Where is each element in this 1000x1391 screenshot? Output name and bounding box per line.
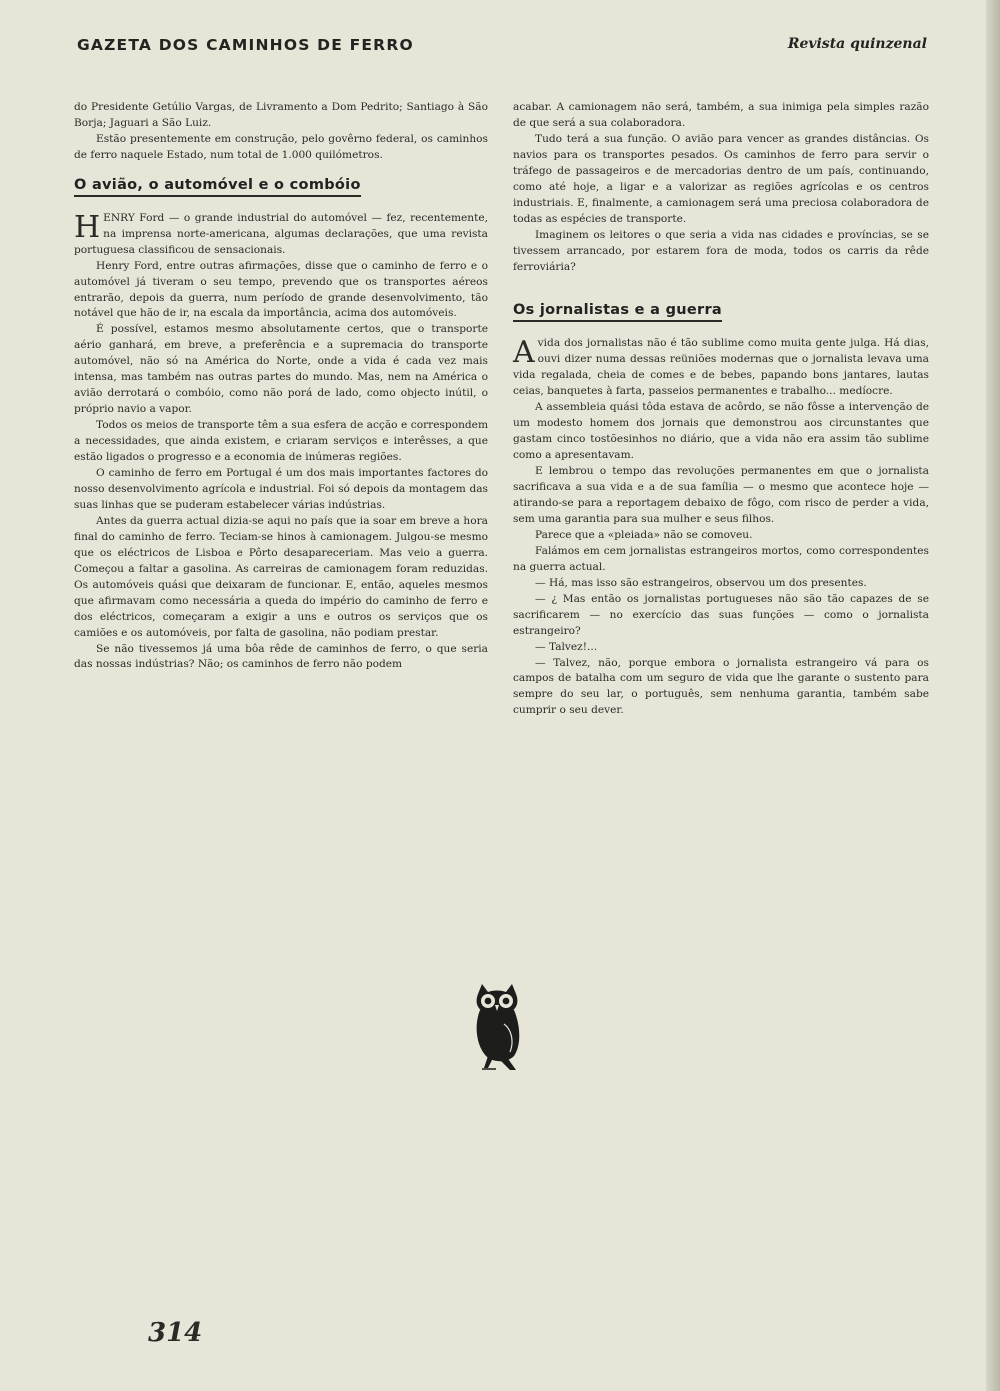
page-number: 314 bbox=[148, 1318, 203, 1348]
intro-paragraph: Tudo terá a sua função. O avião para vencer as grandes distâncias. Os navios para os transportes pesados. Os caminhos de ferro para servir o tráfego de passageiros e de mercadorias dentro de um país, continuando, como até hoje, a ligar e a valorizar as regiões agrícolas e os centros industriais. E, finalmente, a camionagem será uma preciosa colaboradora de todas as espécies de transporte. bbox=[513, 132, 929, 225]
section-title-aviao: O avião, o automóvel e o combóio bbox=[74, 178, 361, 197]
body-paragraph: Antes da guerra actual dizia-se aqui no país que ia soar em breve a hora final do caminho de ferro. Teciam-se hinos à camionagem. Julgou-se mesmo que os eléctricos de Lisboa e Pôrto desapareceriam. Mas veio a guerra. Começou a faltar a gasolina. As carreiras de camionagem foram reduzidas. Os automóveis quási que deixaram de funcionar. E, então, aqueles mesmos que afirmavam como necessária a queda do império do caminho de ferro e dos eléctricos, começaram a exigir a uns e outros os serviços que os camiões e os automóveis, por falta de gasolina, não podiam prestar. bbox=[74, 514, 488, 639]
intro-paragraph: Estão presentemente em construção, pelo govêrno federal, os caminhos de ferro naquele Estado, num total de 1.000 quilómetros. bbox=[74, 132, 488, 161]
page-edge-shadow bbox=[986, 0, 1000, 1391]
page-header bbox=[77, 36, 927, 60]
owl-icon bbox=[466, 980, 528, 1072]
body-paragraph: Henry Ford, entre outras afirmações, disse que o caminho de ferro e o automóvel já tiveram o seu tempo, prevendo que os transportes aéreos entrarão, depois da guerra, num período de grande desenvolvimento, tão notável que hão de ir, na escala da importância, acima dos automóveis. bbox=[74, 259, 488, 320]
body-paragraph: É possível, estamos mesmo absolutamente certos, que o transporte aério ganhará, em breve, a preferência e a supremacia do transporte automóvel, não só na América do Norte, onde a vida é cada vez mais intensa, mas também nas outras partes do mundo. Mas, nem na América o avião derrotará o combóio, como não porá de lado, como objecto inútil, o próprio navio a vapor. bbox=[74, 323, 488, 416]
right-column bbox=[513, 100, 929, 719]
dialogue-line: — ¿ Mas então os jornalistas portugueses não são tão capazes de se sacrificarem — no exercício das suas funções — como o jornalista estrangeiro? bbox=[513, 592, 929, 637]
dropcap: H bbox=[74, 209, 101, 245]
body-paragraph: Se não tivessemos já uma bôa rêde de caminhos de ferro, o que seria das nossas indústrias? Não; os caminhos de ferro não podem bbox=[74, 642, 488, 671]
dialogue-line: — Talvez!... bbox=[535, 640, 598, 653]
publication-title: GAZETA DOS CAMINHOS DE FERRO bbox=[77, 36, 414, 54]
body-paragraph: Todos os meios de transporte têm a sua esfera de acção e correspondem a necessidades, que ainda existem, e criaram serviços e interêsses, a que estão ligados o progresso e a economia de inúmeras regiões. bbox=[74, 419, 488, 464]
lead-text: ENRY Ford — o grande industrial do automóvel — fez, recentemente, na imprensa norte-americana, algumas declarações, que uma revista portuguesa classificou de sensacionais. bbox=[74, 211, 488, 256]
lead-paragraph bbox=[74, 211, 488, 259]
body-paragraph: Falámos em cem jornalistas estrangeiros mortos, como correspondentes na guerra actual. bbox=[513, 544, 929, 573]
body-paragraph: E lembrou o tempo das revoluções permanentes em que o jornalista sacrificava a sua vida e a de sua família — o mesmo que acontece hoje — atirando-se para a reportagem debaixo de fôgo, com risco de perder a vida, sem uma garantia para sua mulher e seus filhos. bbox=[513, 465, 929, 525]
dialogue-line: — Talvez, não, porque embora o jornalista estrangeiro vá para os campos de batalha com um seguro de vida que lhe garante o sustento para sempre do seu lar, o português, sem nenhuma garantia, também sabe cumprir o seu dever. bbox=[513, 656, 929, 717]
dialogue-line: — Há, mas isso são estrangeiros, observou um dos presentes. bbox=[535, 576, 867, 589]
publication-subtitle: Revista quinzenal bbox=[787, 36, 927, 52]
lead-paragraph bbox=[513, 336, 929, 400]
dropcap: A bbox=[513, 335, 535, 371]
body-paragraph: A assembleia quási tôda estava de acôrdo, se não fôsse a intervenção de um modesto homem dos jornais que demonstrou aos circunstantes que gastam cinco tostõesinhos no diário, que a vida não era assim tão sublime como a apresentavam. bbox=[513, 401, 929, 462]
intro-paragraph: Imaginem os leitores o que seria a vida nas cidades e províncias, se se tivessem arrancado, por estarem fora de moda, todos os carris da rêde ferroviária? bbox=[513, 228, 929, 273]
section-title-jornalistas: Os jornalistas e a guerra bbox=[513, 303, 722, 322]
left-column bbox=[74, 100, 488, 673]
body-paragraph: Parece que a «pleiada» não se comoveu. bbox=[535, 528, 753, 541]
intro-paragraph: acabar. A camionagem não será, também, a sua inimiga pela simples razão de que será a sua colaboradora. bbox=[513, 101, 929, 129]
lead-text: vida dos jornalistas não é tão sublime como muita gente julga. Há dias, ouvi dizer numa dessas reüniões modernas que o jornalista levava uma vida regalada, cheia de comes e de bebes, papando bons jantares, lautas ceias, banquetes à farta, passeios permanentes e trabalho... medíocre. bbox=[513, 337, 929, 398]
body-paragraph: O caminho de ferro em Portugal é um dos mais importantes factores do nosso desenvolvimento agrícola e industrial. Foi só depois da montagem das suas linhas que se puderam estabelecer várias indústrias. bbox=[74, 467, 488, 511]
intro-paragraph: do Presidente Getúlio Vargas, de Livramento a Dom Pedrito; Santiago à São Borja; Jaguari a São Luiz. bbox=[74, 101, 488, 129]
